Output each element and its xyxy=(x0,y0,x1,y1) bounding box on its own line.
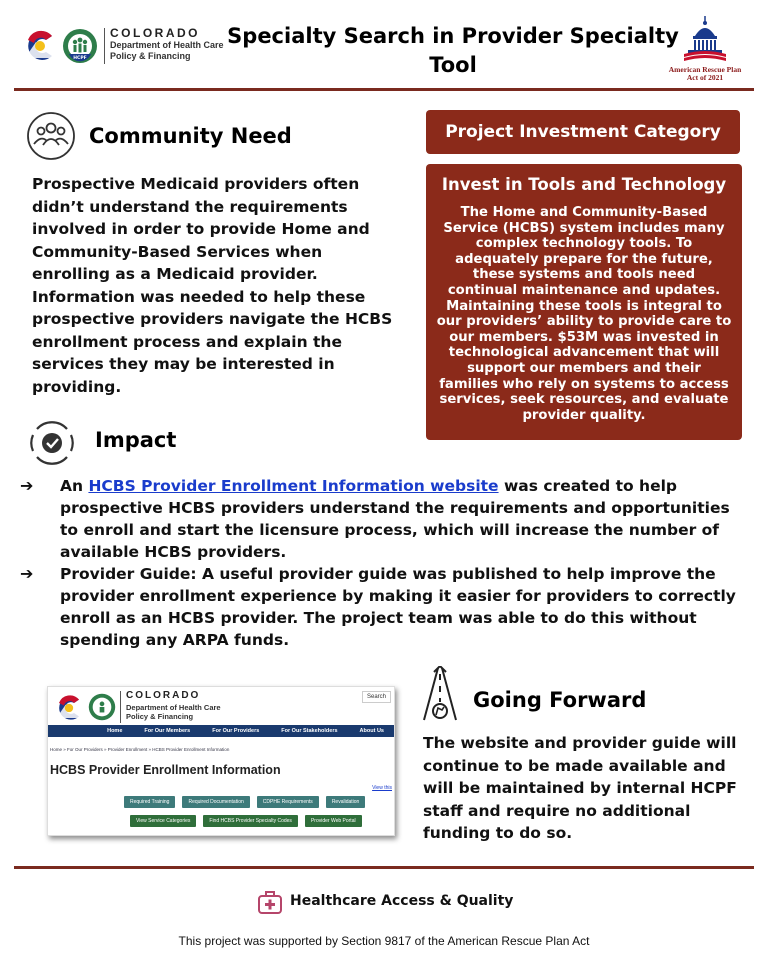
website-screenshot xyxy=(47,686,395,836)
shot-org-state: COLORADO xyxy=(126,690,201,701)
logo-text xyxy=(110,26,240,62)
impact-item-website xyxy=(20,475,740,563)
investment-box xyxy=(426,164,742,440)
going-forward-body: The website and provider guide will continue to be made available and will be maintained by internal HCPF staff and require no additional funding to do so. xyxy=(423,734,737,842)
shot-nav-stakeholders: For Our Stakeholders xyxy=(281,728,338,734)
shot-nav-about: About Us xyxy=(359,728,384,734)
investment-body: The Home and Community-Based Service (HCBS) system includes many complex technology tools. To adequately prepare for the future, these systems and tools need continual maintenance and updates. Maintaining these tools is integral to our providers’ ability to provide care to our members. $53M was invested in technological advancement that will support our members and their families who rely on systems to access services, seek resources, and evaluate provider quality. xyxy=(436,205,732,423)
colorado-hcpf-logo xyxy=(22,26,222,66)
arpa-logo-text: American Rescue Plan Act of 2021 xyxy=(668,65,742,82)
shot-nav-providers: For Our Providers xyxy=(212,728,260,734)
impact-item1-suffix: was created to help prospective HCBS providers understand the requirements and opportunities to enroll and start the licensure process, which will increase the number of available HCBS providers. xyxy=(60,477,730,561)
shot-nav-members: For Our Members xyxy=(144,728,191,734)
impact-check-icon xyxy=(27,417,77,467)
page-header xyxy=(0,0,768,90)
logo-divider xyxy=(120,691,121,723)
logo-divider xyxy=(104,28,105,64)
arrow-bullet-icon: ➔ xyxy=(20,564,34,583)
community-group-icon xyxy=(26,111,76,161)
road-forward-icon xyxy=(420,666,460,724)
hcpf-badge-text: HCPF xyxy=(73,56,87,61)
impact-item1-prefix: An xyxy=(60,477,89,495)
shot-breadcrumb: Home » For Our Providers » Provider Enrollment » HCBS Provider Enrollment Information xyxy=(50,747,230,752)
investment-title: Invest in Tools and Technology xyxy=(441,175,727,194)
going-forward-heading: Going Forward xyxy=(473,688,647,712)
community-need-heading: Community Need xyxy=(89,124,292,148)
shot-org-department: Department of Health Care Policy & Financing xyxy=(126,703,221,721)
shot-search-button: Search xyxy=(362,691,391,703)
colorado-c-logo-icon xyxy=(22,28,58,64)
shot-btn-find-specialty-codes: Find HCBS Provider Specialty Codes xyxy=(203,815,298,827)
shot-btn-revalidation: Revalidation xyxy=(326,796,366,808)
footer-rule xyxy=(14,866,754,869)
impact-item2-text: Provider Guide: A useful provider guide was published to help improve the provider enrollment experience by making it easier for providers to correctly enroll as an HCBS provider. The project team was able to do this without spending any ARPA funds. xyxy=(60,565,736,649)
org-state-name: COLORADO xyxy=(110,26,200,40)
arrow-bullet-icon: ➔ xyxy=(20,476,34,495)
footer-category-label: Healthcare Access & Quality xyxy=(290,893,514,909)
hcbs-enrollment-website-link[interactable]: HCBS Provider Enrollment Information website xyxy=(88,477,499,495)
shot-btn-required-training: Required Training xyxy=(124,796,175,808)
shot-btn-cdphe-requirements: CDPHE Requirements xyxy=(257,796,319,808)
impact-heading: Impact xyxy=(95,428,177,452)
org-department-name: Department of Health Care Policy & Financing xyxy=(110,40,224,61)
community-need-body: Prospective Medicaid providers often didn’t understand the requirements involved in order to provide Home and Community-Based Services when enrolling as a Medicaid provider. Information was needed to help these prospective providers navigate the HCBS enrollment process and explain the services they may be interested in providing. xyxy=(32,175,393,396)
shot-nav-home: Home xyxy=(107,728,123,734)
shot-btn-provider-web-portal: Provider Web Portal xyxy=(305,815,362,827)
hcpf-seal-icon xyxy=(88,693,116,721)
shot-nav-bar xyxy=(48,725,394,737)
investment-category-label: Project Investment Category xyxy=(426,110,740,154)
header-rule xyxy=(14,88,754,91)
arpa-logo xyxy=(668,14,742,84)
shot-button-row-1 xyxy=(124,796,365,808)
shot-btn-required-documentation: Required Documentation xyxy=(182,796,249,808)
shot-page-heading: HCBS Provider Enrollment Information xyxy=(50,763,281,777)
hcpf-seal-icon xyxy=(62,28,98,64)
impact-list xyxy=(20,475,740,651)
impact-item-provider-guide xyxy=(20,563,740,651)
capitol-dome-icon xyxy=(668,14,742,66)
footer-funding-note: This project was supported by Section 9817 of the American Rescue Plan Act xyxy=(178,934,590,948)
shot-view-this-link: View this xyxy=(372,785,392,791)
colorado-c-logo-icon xyxy=(54,693,84,723)
medical-kit-icon xyxy=(257,889,283,915)
shot-btn-view-service-categories: View Service Categories xyxy=(130,815,196,827)
shot-button-row-2 xyxy=(130,815,362,827)
document-title: Specialty Search in Provider Specialty Tool xyxy=(227,24,679,77)
